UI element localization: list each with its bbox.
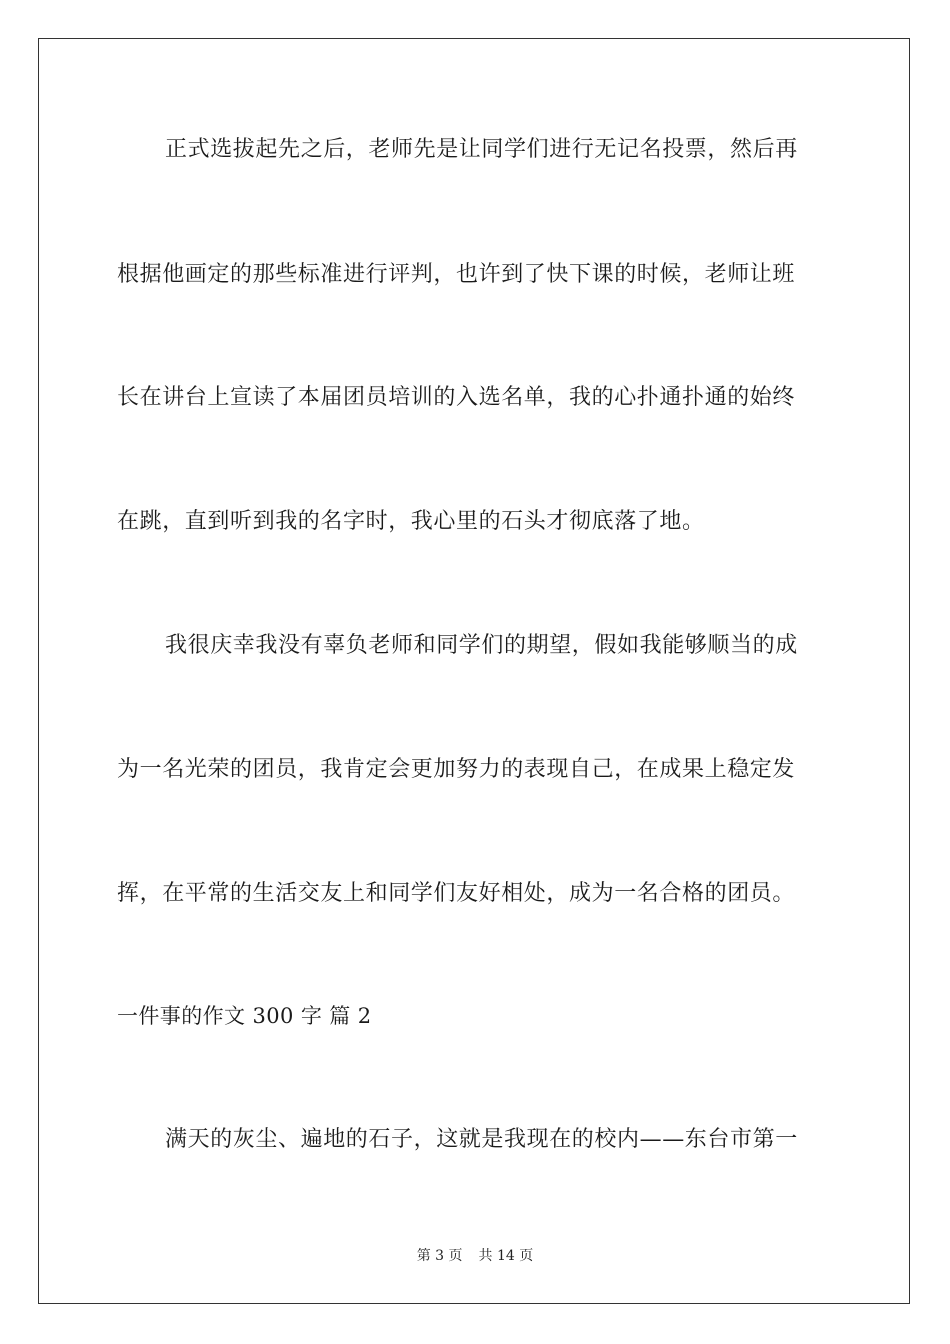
text-line: 根据他画定的那些标准进行评判，也许到了快下课的时候，老师让班 [117, 262, 796, 287]
text-line: 挥，在平常的生活交友上和同学们友好相处，成为一名合格的团员。 [117, 881, 796, 906]
page-footer [0, 1246, 950, 1266]
text-line: 我很庆幸我没有辜负老师和同学们的期望，假如我能够顺当的成 [165, 633, 798, 658]
page-border [38, 38, 910, 1304]
text-line: 长在讲台上宣读了本届团员培训的入选名单，我的心扑通扑通的始终 [117, 385, 796, 410]
total-pages: 共 14 页 [478, 1248, 534, 1264]
page-number: 第 3 页 [416, 1248, 463, 1264]
text-line: 在跳，直到听到我的名字时，我心里的石头才彻底落了地。 [117, 509, 705, 534]
section-heading: 一件事的作文 300 字 篇 2 [117, 1004, 372, 1028]
text-line: 为一名光荣的团员，我肯定会更加努力的表现自己，在成果上稳定发 [117, 757, 796, 782]
text-line: 正式选拔起先之后，老师先是让同学们进行无记名投票，然后再 [165, 137, 798, 162]
text-line: 满天的灰尘、遍地的石子，这就是我现在的校内——东台市第一 [165, 1127, 798, 1152]
